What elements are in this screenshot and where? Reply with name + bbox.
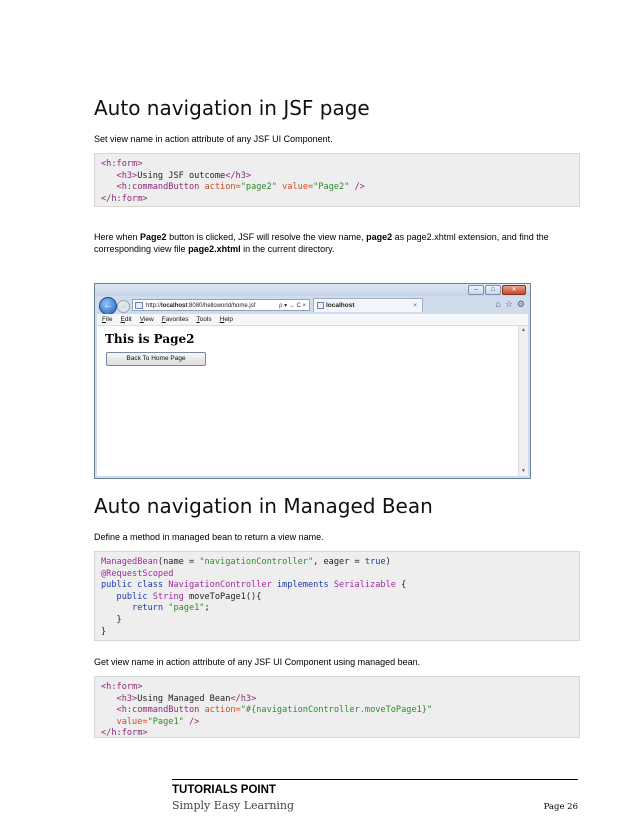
code-line: <h:commandButton action="page2" value="Page2" />	[116, 182, 365, 193]
code-line: <h3>Using Managed Bean</h3>	[116, 693, 257, 704]
vertical-scrollbar[interactable]	[518, 326, 528, 476]
section2-intro: Define a method in managed bean to return a view name.	[94, 532, 324, 542]
url-path: :8080/helloworld/home.jsf	[187, 303, 256, 309]
url-prefix: http://	[146, 303, 162, 309]
back-to-home-button[interactable]: Back To Home Page	[106, 352, 206, 366]
section1-intro: Set view name in action attribute of any JSF UI Component.	[94, 134, 333, 144]
back-arrow-icon[interactable]: ←	[99, 297, 117, 315]
address-bar[interactable]	[132, 299, 310, 311]
browser-tab[interactable]	[313, 298, 423, 312]
url-host: localhost	[161, 303, 188, 309]
page-number: Page 26	[543, 802, 578, 812]
section2-outro: Get view name in action attribute of any JSF UI Component using managed bean.	[94, 657, 421, 667]
browser-menubar	[97, 314, 528, 325]
code-line: </h:form>	[101, 193, 148, 204]
menu-help[interactable]: Help	[219, 316, 234, 323]
code-block-jsf-page	[94, 153, 580, 207]
browser-screenshot	[94, 283, 531, 479]
code-line: public String moveToPage1(){	[116, 591, 262, 602]
section1-description: Here when Page2 button is clicked, JSF will resolve the view name, page2 as page2.xhtml extension, and find the corresponding view file page2.xhtml in the current directory.	[94, 232, 549, 254]
footer-divider	[172, 779, 578, 780]
code-line: public class NavigationController implements Serializable {	[101, 580, 407, 591]
code-line: }	[101, 614, 122, 625]
menu-view[interactable]: View	[139, 316, 154, 323]
page-icon	[135, 302, 143, 309]
code-line: <h3>Using JSF outcome</h3>	[116, 170, 252, 181]
code-line: }	[101, 626, 107, 637]
code-block-managed-bean	[94, 551, 580, 641]
maximize-icon[interactable]: □	[485, 285, 501, 295]
code-line: ManagedBean(name = "navigationController", eager = true)	[101, 557, 391, 567]
code-line: @RequestScoped	[101, 568, 174, 579]
browser-content	[97, 326, 528, 476]
section-heading-managed-bean: Auto navigation in Managed Bean	[94, 494, 433, 518]
code-line: <h:form>	[101, 682, 143, 692]
address-controls[interactable]: ρ ▾ → C ×	[279, 303, 306, 309]
scroll-down-icon[interactable]: ▼	[521, 468, 526, 474]
tab-close-icon[interactable]: ×	[413, 302, 417, 309]
settings-gear-icon[interactable]: ⚙	[516, 299, 525, 309]
section-heading-jsf-page: Auto navigation in JSF page	[94, 96, 370, 120]
code-block-jsf-form	[94, 676, 580, 738]
close-icon[interactable]: ✕	[502, 285, 526, 295]
minimize-icon[interactable]: –	[468, 285, 484, 295]
code-line: <h:commandButton action="#{navigationController.moveToPage1}"	[116, 705, 433, 716]
browser-titlebar	[95, 284, 530, 296]
menu-favorites[interactable]: Favorites	[161, 316, 189, 323]
scroll-up-icon[interactable]: ▲	[521, 327, 526, 333]
browser-navbar	[95, 296, 530, 314]
page2-heading: This is Page2	[105, 332, 195, 346]
code-line: </h:form>	[101, 728, 148, 739]
code-line: return "page1";	[132, 603, 210, 614]
menu-tools[interactable]: Tools	[196, 316, 212, 323]
code-line: value="Page1" />	[116, 716, 200, 727]
favorites-star-icon[interactable]: ☆	[504, 299, 513, 309]
code-line: <h:form>	[101, 159, 143, 169]
menu-file[interactable]: File	[102, 316, 113, 323]
footer-tagline: Simply Easy Learning	[172, 799, 295, 812]
menu-edit[interactable]: Edit	[120, 316, 132, 323]
forward-arrow-icon[interactable]: →	[117, 300, 130, 313]
tab-label: localhost	[326, 302, 355, 309]
home-icon[interactable]: ⌂	[495, 299, 501, 309]
footer-brand: TUTORIALS POINT	[172, 784, 276, 796]
tab-page-icon	[317, 302, 324, 309]
